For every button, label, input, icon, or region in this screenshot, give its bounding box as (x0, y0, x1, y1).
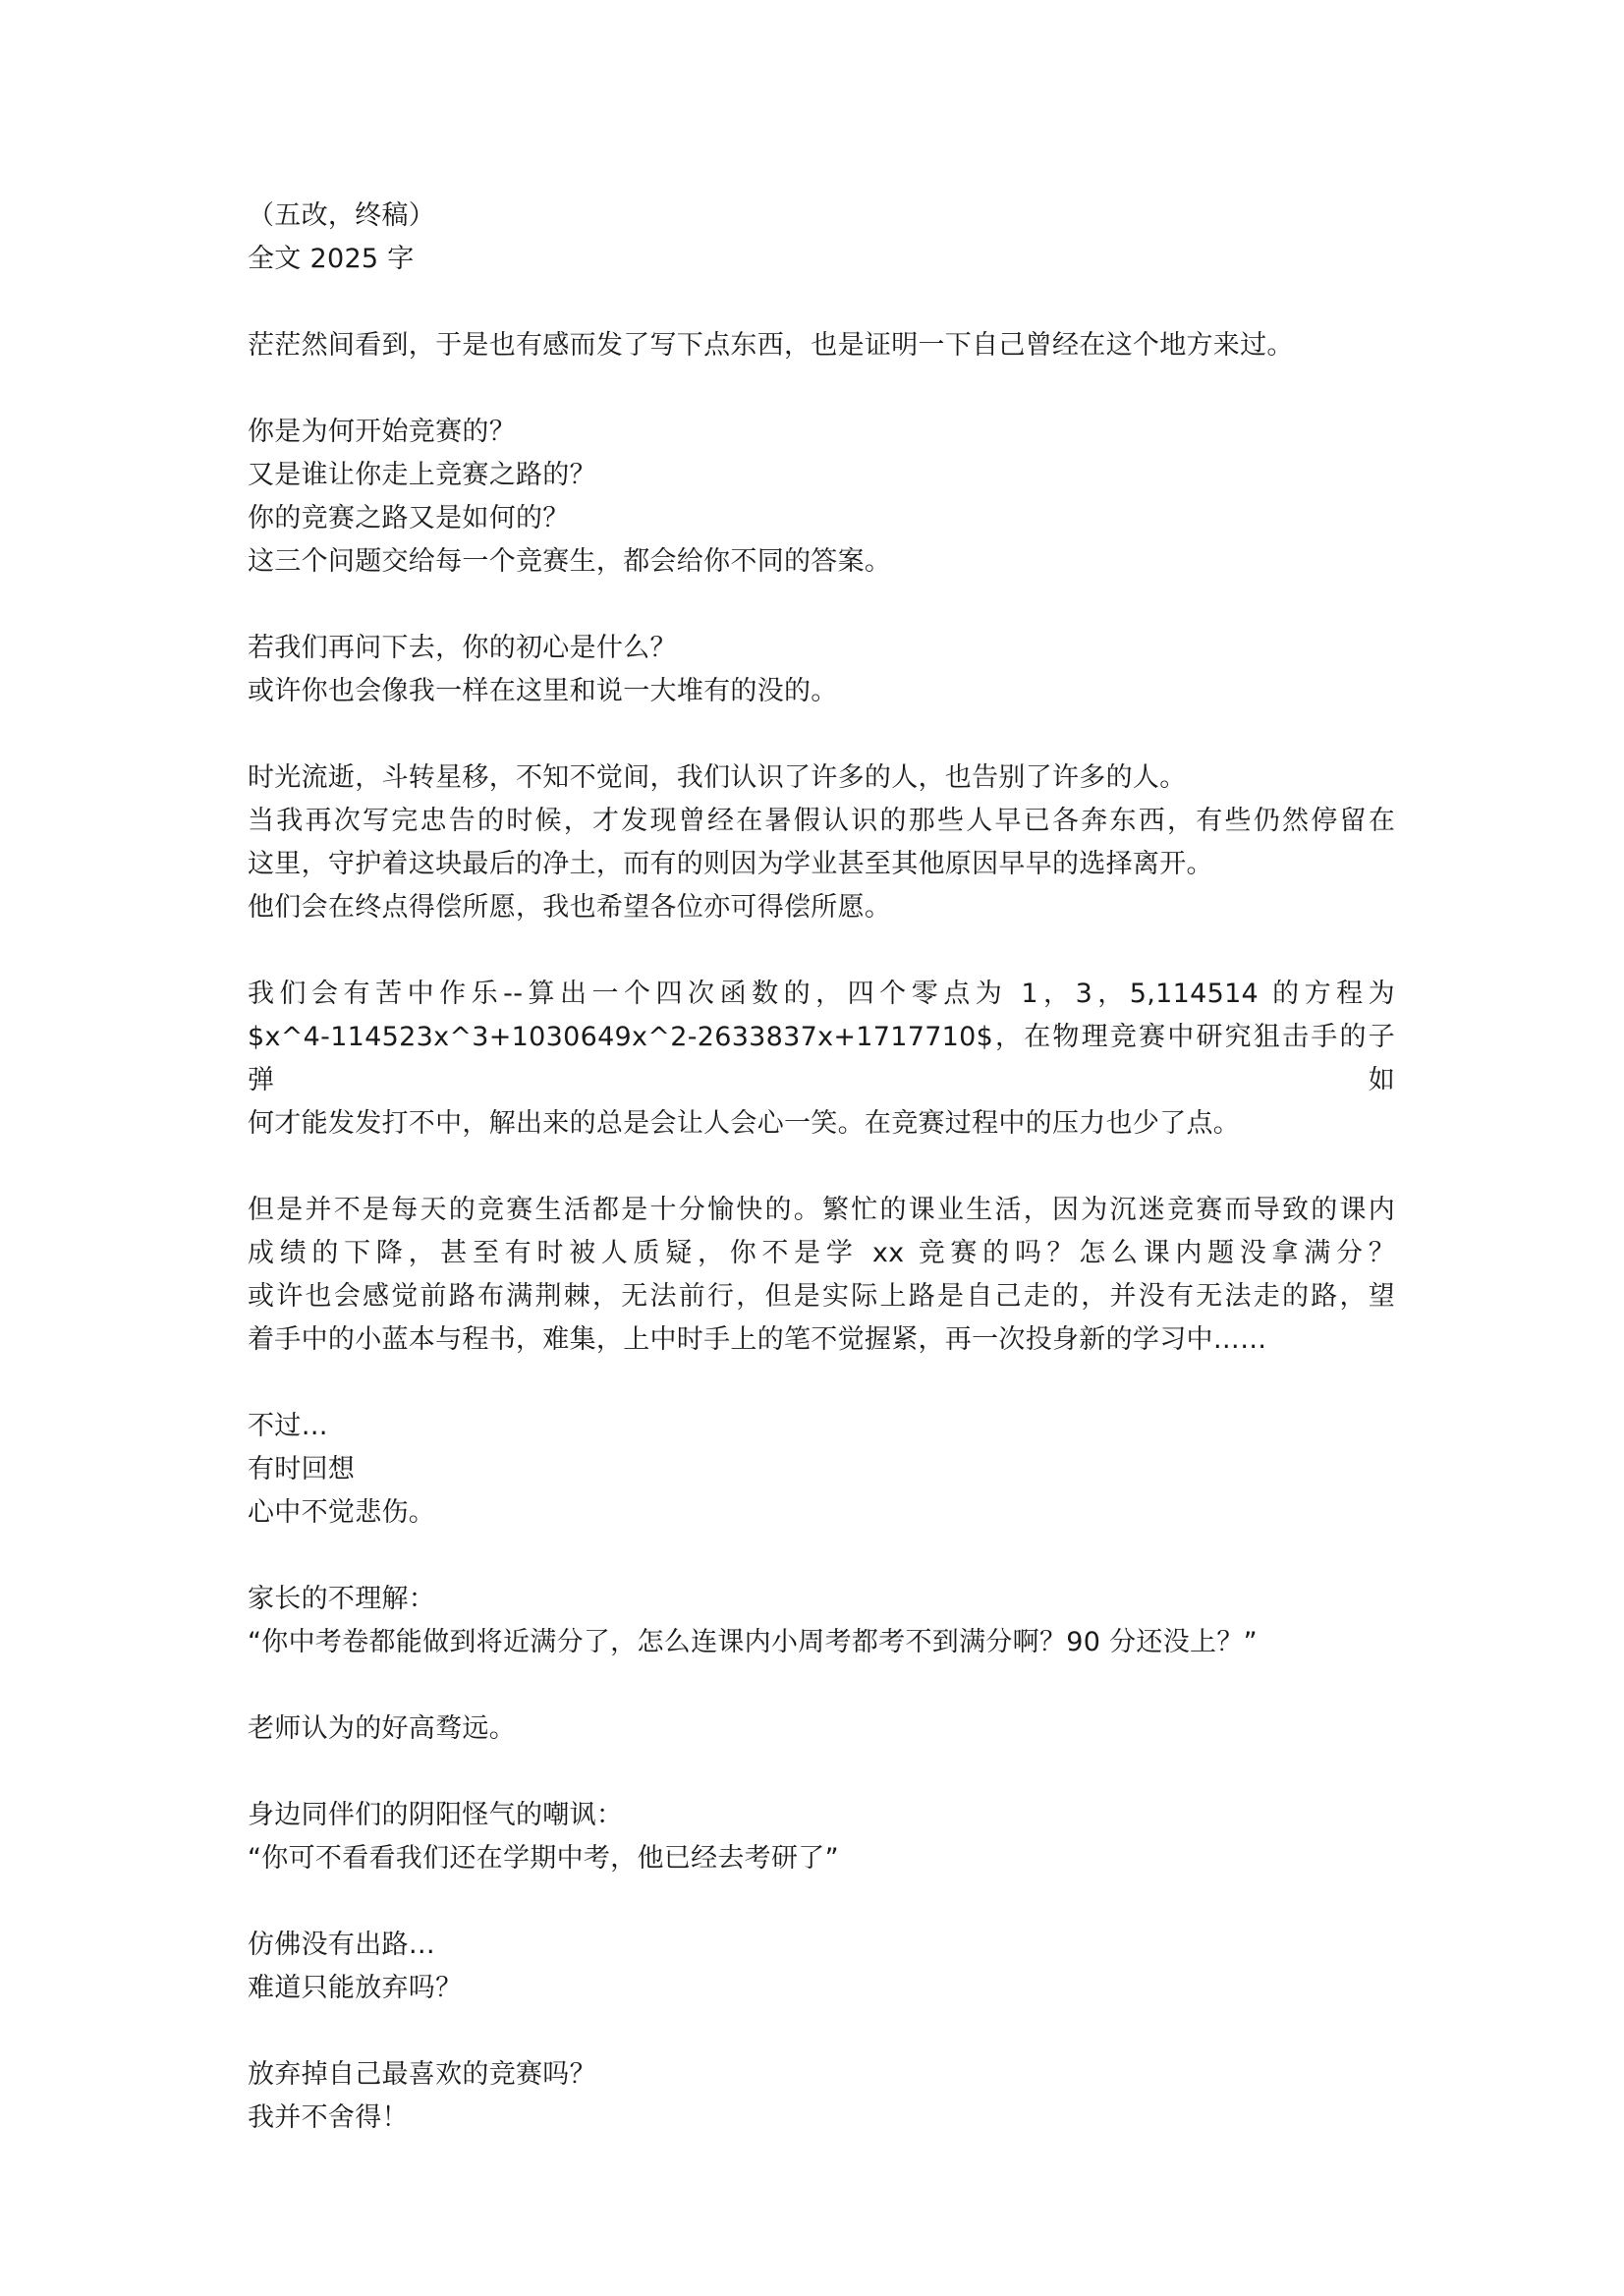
paragraph (248, 1708, 1395, 1751)
text-line: 老师认为的好高骛远。 (248, 1713, 516, 1744)
text-line: 或许也会感觉前路布满荆棘，无法前行，但是实际上路是自己走的，并没有无法走的路，望 (248, 1281, 1395, 1312)
paragraph (248, 1924, 1395, 2010)
text-line: 仿佛没有出路… (248, 1930, 436, 1960)
word-count: 全文 2025 字 (248, 244, 415, 274)
text-line: 我们会有苦中作乐--算出一个四次函数的，四个零点为 1，3，5,114514 的方程为 (248, 979, 1395, 1009)
paragraph (248, 324, 1395, 367)
text-line: $x^4-114523x^3+1030649x^2-2633837x+1717710$，在物理竞赛中研究狙击手的子弹如 (248, 1022, 1395, 1095)
text-line: 何才能发发打不中，解出来的总是会让人会心一笑。在竞赛过程中的压力也少了点。 (248, 1108, 1241, 1139)
paragraph (248, 1189, 1395, 1362)
paragraph (248, 1405, 1395, 1535)
paragraph (248, 1794, 1395, 1880)
paragraph (248, 627, 1395, 713)
text-line: 时光流逝，斗转星移，不知不觉间，我们认识了许多的人，也告别了许多的人。 (248, 762, 1187, 793)
text-line: 你的竞赛之路又是如何的？ (248, 503, 570, 533)
header-block (248, 195, 1395, 281)
text-line: 茫茫然间看到，于是也有感而发了写下点东西，也是证明一下自己曾经在这个地方来过。 (248, 330, 1294, 361)
text-line: 家长的不理解： (248, 1584, 436, 1614)
paragraph (248, 756, 1395, 929)
document-page (248, 195, 1395, 2183)
text-line: 难道只能放弃吗？ (248, 1973, 463, 2003)
text-line: “你可不看看我们还在学期中考，他已经去考研了” (248, 1843, 839, 1874)
text-line: 这里，守护着这块最后的净土，而有的则因为学业甚至其他原因早早的选择离开。 (248, 849, 1213, 879)
text-line: 着手中的小蓝本与程书，难集，上中时手上的笔不觉握紧，再一次投身新的学习中…… (248, 1324, 1267, 1355)
text-line: 有时回想 (248, 1454, 356, 1484)
text-line: 放弃掉自己最喜欢的竞赛吗？ (248, 2059, 596, 2090)
text-line: 若我们再问下去，你的初心是什么？ (248, 633, 677, 663)
paragraph (248, 411, 1395, 584)
text-line: 心中不觉悲伤。 (248, 1497, 436, 1528)
text-line: 我并不舍得！ (248, 2102, 409, 2133)
text-line: 这三个问题交给每一个竞赛生，都会给你不同的答案。 (248, 546, 892, 577)
text-line: 不过… (248, 1411, 328, 1441)
text-line: 当我再次写完忠告的时候，才发现曾经在暑假认识的那些人早已各奔东西，有些仍然停留在 (248, 806, 1395, 836)
paragraph (248, 973, 1395, 1146)
text-line: 身边同伴们的阴阳怪气的嘲讽： (248, 1800, 624, 1830)
text-line: 你是为何开始竞赛的？ (248, 417, 516, 447)
article-body (248, 324, 1395, 2140)
text-line: “你中考卷都能做到将近满分了，怎么连课内小周考都考不到满分啊？90 分还没上？” (248, 1627, 1258, 1657)
text-line: 又是谁让你走上竞赛之路的？ (248, 460, 596, 490)
text-line: 他们会在终点得偿所愿，我也希望各位亦可得偿所愿。 (248, 892, 892, 923)
paragraph (248, 2053, 1395, 2140)
paragraph (248, 1578, 1395, 1664)
text-line: 但是并不是每天的竞赛生活都是十分愉快的。繁忙的课业生活，因为沉迷竞赛而导致的课内 (248, 1195, 1395, 1225)
text-line: 成绩的下降，甚至有时被人质疑，你不是学 xx 竞赛的吗？怎么课内题没拿满分？ (248, 1238, 1395, 1268)
revision-note: （五改，终稿） (248, 200, 436, 231)
text-line: 或许你也会像我一样在这里和说一大堆有的没的。 (248, 676, 838, 706)
